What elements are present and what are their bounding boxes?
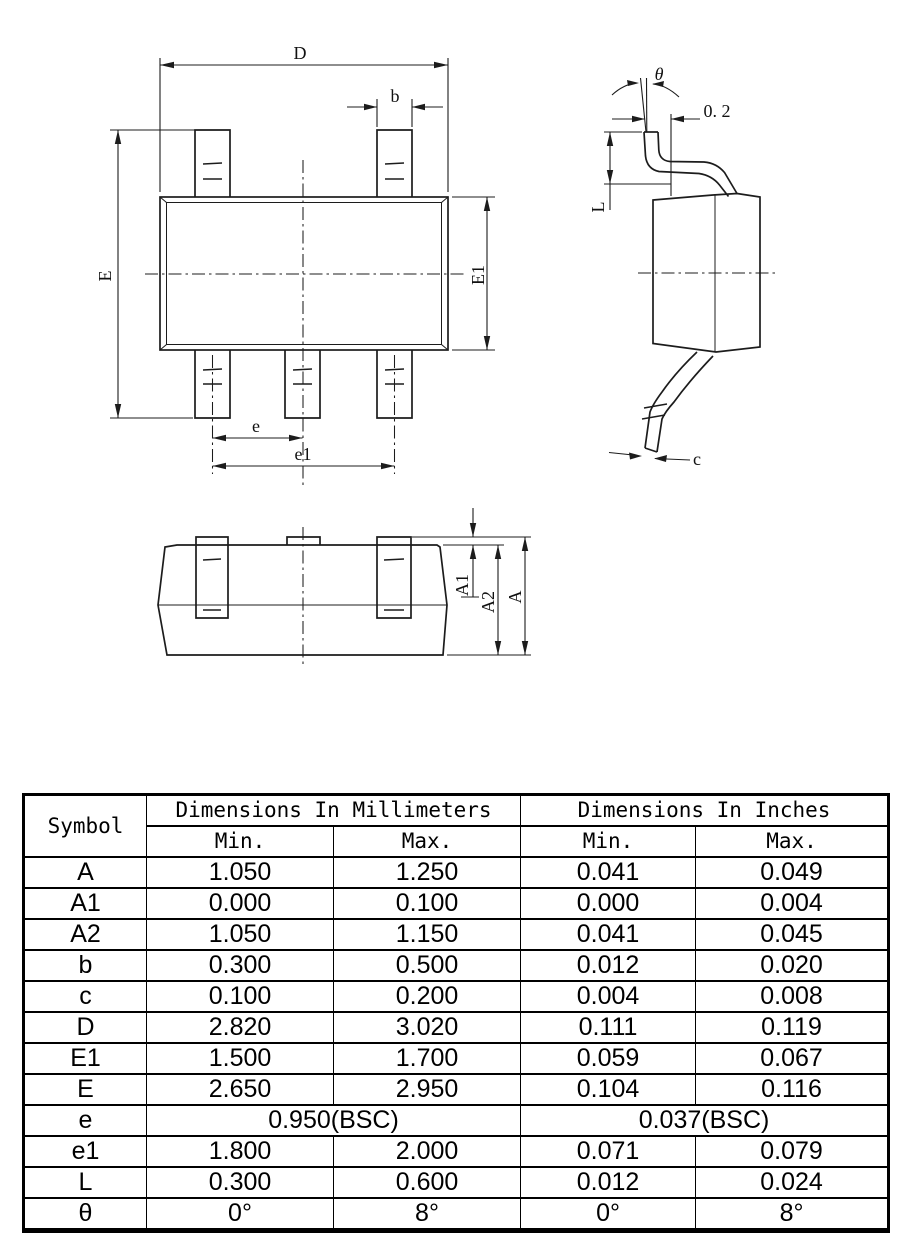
cell-mm-max: 1.250 [334,857,521,888]
table-row [24,919,889,950]
pin [377,537,411,618]
cell-in-max: 0.079 [696,1136,889,1167]
cell-in-max: 0.045 [696,919,889,950]
col-header-in-min: Min. [521,826,696,857]
cell-symbol: θ [24,1198,147,1231]
dim-label-A: A [505,590,525,604]
col-header-inches: Dimensions In Inches [521,795,889,827]
cell-in-min: 0.104 [521,1074,696,1105]
table-row [24,1012,889,1043]
cell-in-max: 0.020 [696,950,889,981]
cell-symbol: A1 [24,888,147,919]
cell-mm-min: 1.050 [147,857,334,888]
cell-in-min: 0.071 [521,1136,696,1167]
dim-label-A1: A1 [452,574,472,596]
cell-in-min: 0° [521,1198,696,1231]
cell-in-max: 0.119 [696,1012,889,1043]
col-header-in-max: Max. [696,826,889,857]
table-row [24,857,889,888]
cell-mm-min: 1.050 [147,919,334,950]
cell-mm-min: 1.500 [147,1043,334,1074]
cell-in-min: 0.041 [521,919,696,950]
dim-label-L: L [588,201,608,213]
cell-symbol: E1 [24,1043,147,1074]
col-header-mm-max: Max. [334,826,521,857]
cell-mm-max: 1.700 [334,1043,521,1074]
cell-in-min: 0.012 [521,950,696,981]
cell-in-max: 8° [696,1198,889,1231]
cell-mm-min: 0.000 [147,888,334,919]
dim-label-e1: e1 [294,444,312,464]
dimensions-table [22,793,890,1233]
dim-label-0-2: 0. 2 [703,101,731,121]
cell-in-max: 0.008 [696,981,889,1012]
cell-in-min: 0.111 [521,1012,696,1043]
table-row [24,950,889,981]
dim-label-E1: E1 [468,265,488,285]
cell-mm-max: 0.500 [334,950,521,981]
col-header-symbol: Symbol [24,795,147,858]
cell-mm-min: 2.820 [147,1012,334,1043]
top-view [95,43,495,487]
cell-mm-max: 0.600 [334,1167,521,1198]
table-row [24,1136,889,1167]
table-subheader-row [24,826,889,857]
cell-symbol: c [24,981,147,1012]
cell-mm-min: 0.300 [147,950,334,981]
cell-in-min: 0.000 [521,888,696,919]
table-row [24,1198,889,1231]
cell-mm-min: 0.100 [147,981,334,1012]
cell-mm-min: 0.300 [147,1167,334,1198]
cell-symbol: e1 [24,1136,147,1167]
cell-in-bsc: 0.037(BSC) [521,1105,889,1136]
cell-symbol: D [24,1012,147,1043]
table-row [24,1074,889,1105]
dim-label-c: c [693,449,701,469]
dim-label-D: D [293,43,307,63]
side-view [588,64,778,469]
table-header-row [24,795,889,827]
cell-symbol: b [24,950,147,981]
cell-mm-max: 1.150 [334,919,521,950]
cell-mm-max: 0.100 [334,888,521,919]
cell-mm-max: 3.020 [334,1012,521,1043]
cell-in-max: 0.004 [696,888,889,919]
cell-symbol: E [24,1074,147,1105]
lead [645,352,697,448]
cell-mm-max: 2.950 [334,1074,521,1105]
dim-label-E: E [95,270,115,282]
table-row [24,1167,889,1198]
table-row [24,981,889,1012]
cell-in-max: 0.049 [696,857,889,888]
dim-label-b: b [390,86,400,106]
cell-in-min: 0.059 [521,1043,696,1074]
front-view [158,508,531,666]
cell-mm-max: 8° [334,1198,521,1231]
col-header-mm: Dimensions In Millimeters [147,795,521,827]
dim-label-A2: A2 [478,591,498,613]
cell-mm-min: 1.800 [147,1136,334,1167]
table-row [24,1043,889,1074]
table-row [24,888,889,919]
cell-mm-max: 2.000 [334,1136,521,1167]
cell-in-max: 0.116 [696,1074,889,1105]
cell-mm-min: 2.650 [147,1074,334,1105]
table-row [24,1105,889,1136]
cell-symbol: e [24,1105,147,1136]
cell-symbol: A2 [24,919,147,950]
cell-in-min: 0.004 [521,981,696,1012]
dim-label-e: e [252,416,260,436]
cell-in-min: 0.041 [521,857,696,888]
cell-symbol: L [24,1167,147,1198]
col-header-mm-min: Min. [147,826,334,857]
cell-mm-min: 0° [147,1198,334,1231]
cell-in-max: 0.067 [696,1043,889,1074]
cell-mm-max: 0.200 [334,981,521,1012]
cell-mm-bsc: 0.950(BSC) [147,1105,521,1136]
cell-in-max: 0.024 [696,1167,889,1198]
cell-in-min: 0.012 [521,1167,696,1198]
pin [196,537,228,618]
dim-label-theta: θ [654,64,664,84]
cell-symbol: A [24,857,147,888]
lead [644,132,729,197]
